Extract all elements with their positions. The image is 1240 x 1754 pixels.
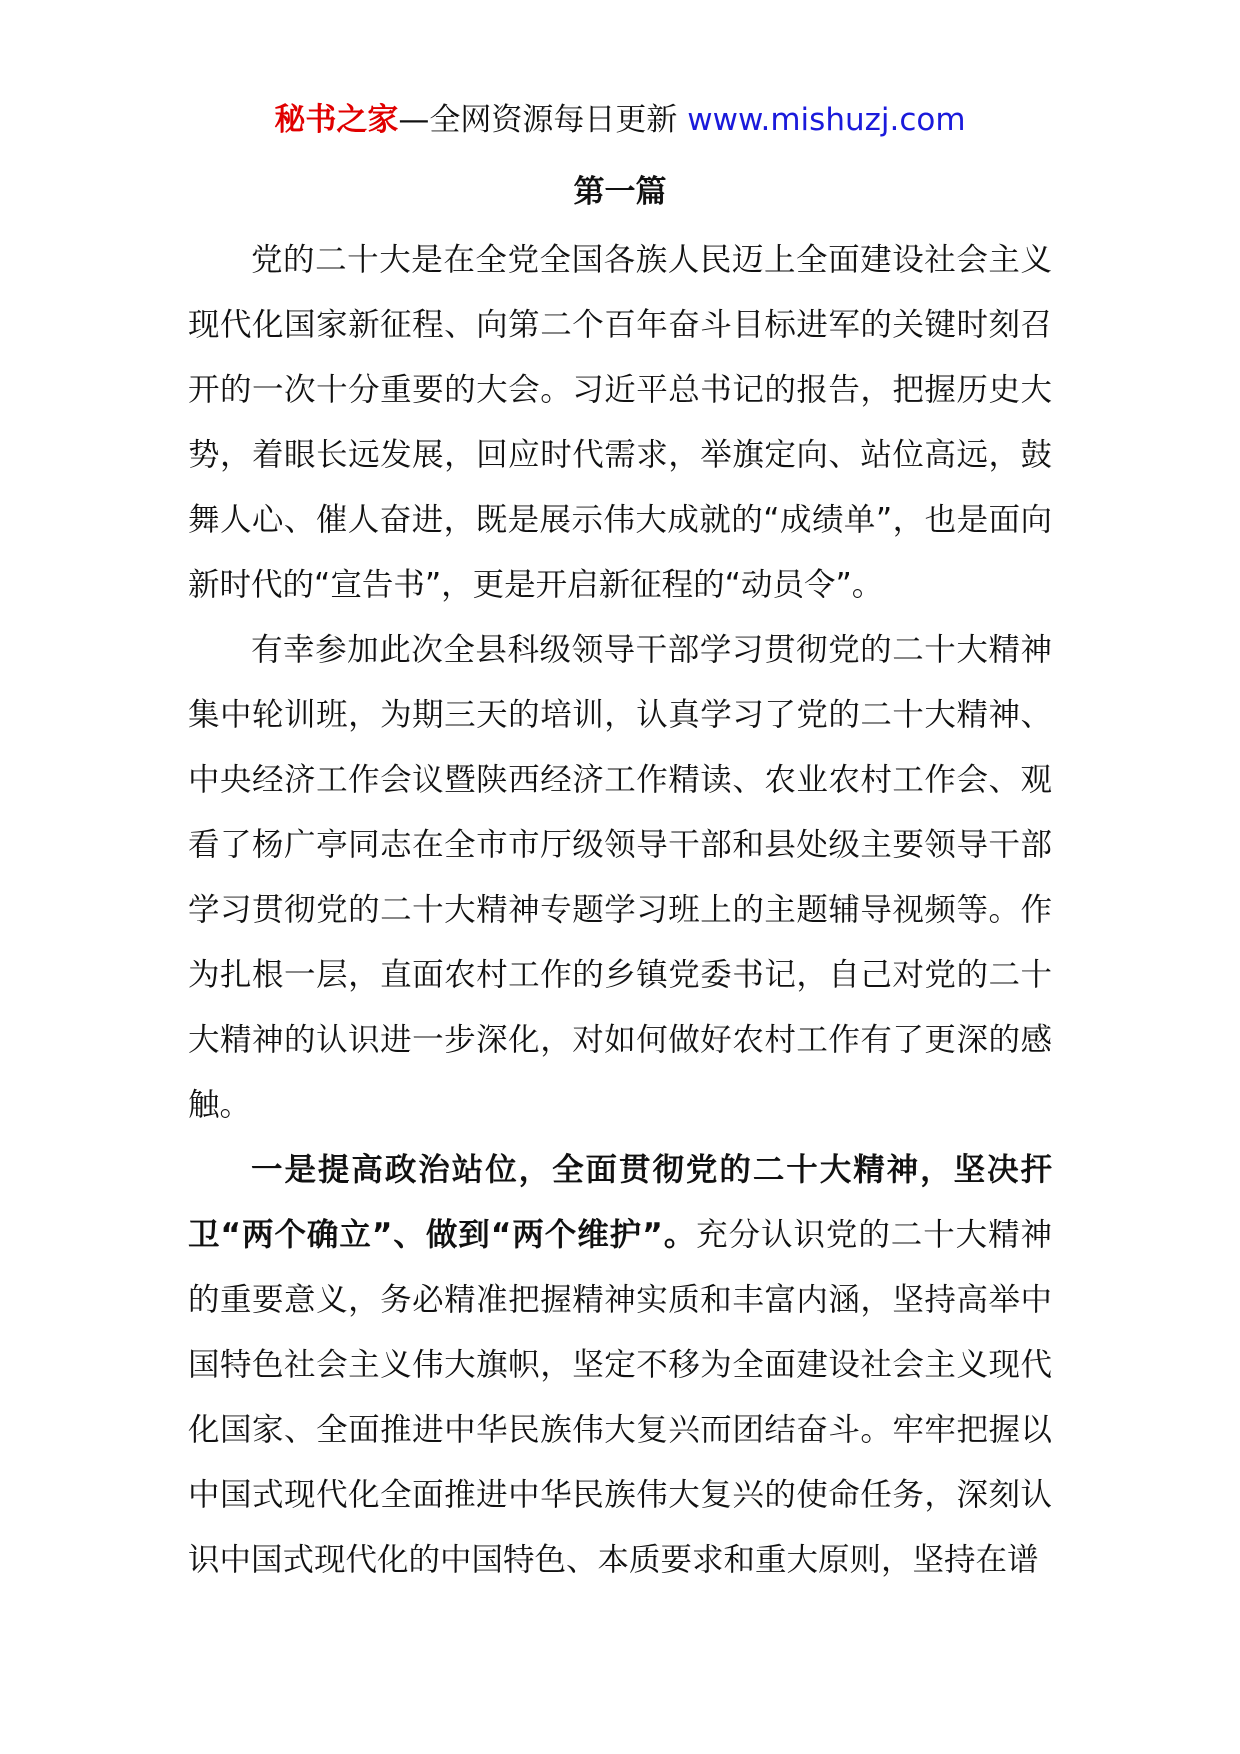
document-body — [188, 228, 1052, 1593]
header-tagline: —全网资源每日更新 — [398, 102, 688, 138]
paragraph-1: 党的二十大是在全党全国各族人民迈上全面建设社会主义现代化国家新征程、向第二个百年奋斗目标进军的关键时刻召开的一次十分重要的大会。习近平总书记的报告，把握历史大势，着眼长远发展，回应时代需求，举旗定向、站位高远，鼓舞人心、催人奋进，既是展示伟大成就的“成绩单”，也是面向新时代的“宣告书”，更是开启新征程的“动员令”。 — [188, 242, 1052, 603]
brand-name: 秘书之家 — [274, 102, 399, 138]
paragraph-3-text: 充分认识党的二十大精神的重要意义，务必精准把握精神实质和丰富内涵，坚持高举中国特色社会主义伟大旗帜，坚定不移为全面建设社会主义现代化国家、全面推进中华民族伟大复兴而团结奋斗。牢牢把握以中国式现代化全面推进中华民族伟大复兴的使命任务，深刻认识中国式现代化的中国特色、本质要求和重大原则，坚持在谱 — [188, 1217, 1052, 1578]
site-url-link[interactable]: www.mishuzj.com — [687, 102, 966, 138]
document-title: 第一篇 — [573, 174, 667, 210]
paragraph-3 — [188, 1138, 1052, 1593]
watermark-header — [0, 98, 1240, 142]
paragraph-2: 有幸参加此次全县科级领导干部学习贯彻党的二十大精神集中轮训班，为期三天的培训，认真学习了党的二十大精神、中央经济工作会议暨陕西经济工作精读、农业农村工作会、观看了杨广亭同志在全市市厅级领导干部和县处级主要领导干部学习贯彻党的二十大精神专题学习班上的主题辅导视频等。作为扎根一层，直面农村工作的乡镇党委书记，自己对党的二十大精神的认识进一步深化，对如何做好农村工作有了更深的感触。 — [188, 632, 1052, 1123]
paragraph-3-lead: 一是提高政治站位，全面贯彻党的二十大精神，坚决扞卫“两个确立”、做到“两个维护”。 — [188, 1152, 1052, 1253]
